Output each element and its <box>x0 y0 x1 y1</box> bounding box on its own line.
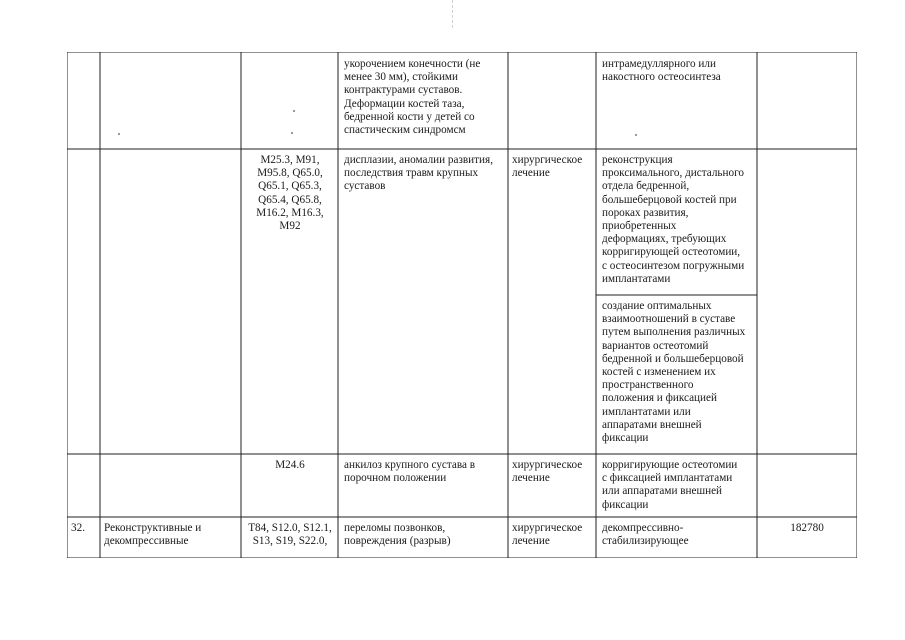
row2-method-cell-2: создание оптимальных взаимоотношений в суставе путем выполнения различных вариантов остеотомий бедренной и большеберцовой костей с изменением их пространственного положения и фиксацией имплантатами или аппаратами внешней фиксации <box>602 300 746 445</box>
document-table <box>67 52 857 558</box>
row4-number-cell: 32. <box>71 522 85 534</box>
row4-treatment-cell: хирургическое лечение <box>512 522 583 548</box>
row4-method-cell: декомпрессивно- стабилизирующее <box>602 522 689 548</box>
row1-model-cell: укорочением конечности (не менее 30 мм), стойкими контрактурами суставов. Деформации костей таза, бедренной кости у детей со спастическим синдромсм <box>344 58 481 137</box>
row4-model-cell: переломы позвонков, повреждения (разрыв) <box>344 522 451 548</box>
row3-treatment-cell: хирургическое лечение <box>512 459 583 485</box>
scan-speck <box>291 132 293 134</box>
row2-method-cell-1: реконструкция проксимального, дистального отдела бедренной, большеберцовой костей при пороках развития, приобретенных деформациях, требующих корригирующей остеотомии, с остеосинтезом погружными имплантатами <box>602 154 745 285</box>
row4-name-cell: Реконструктивные и декомпрессивные <box>104 522 202 548</box>
scan-speck <box>118 133 120 135</box>
row2-codes-cell: M25.3, M91, M95.8, Q65.0, Q65.1, Q65.3, Q65.4, Q65.8, M16.2, M16.3, M92 <box>256 154 324 233</box>
row2-model-cell: дисплазии, аномалии развития, последствия травм крупных суставов <box>344 154 493 193</box>
row3-model-cell: анкилоз крупного сустава в порочном положении <box>344 459 476 485</box>
row3-method-cell: корригирующие остеотомии с фиксацией имплантатами или аппаратами внешней фиксации <box>602 459 738 511</box>
row1-method-cell: интрамедуллярного или накостного остеосинтеза <box>602 58 721 84</box>
scan-speck <box>635 134 637 136</box>
row3-codes-cell: M24.6 <box>275 459 305 471</box>
row2-treatment-cell: хирургическое лечение <box>512 154 583 180</box>
row4-price-cell: 182780 <box>790 522 824 534</box>
row4-codes-cell: T84, S12.0, S12.1, S13, S19, S22.0, <box>248 522 332 548</box>
page-fold-mark <box>452 0 453 28</box>
scan-speck <box>293 110 295 112</box>
